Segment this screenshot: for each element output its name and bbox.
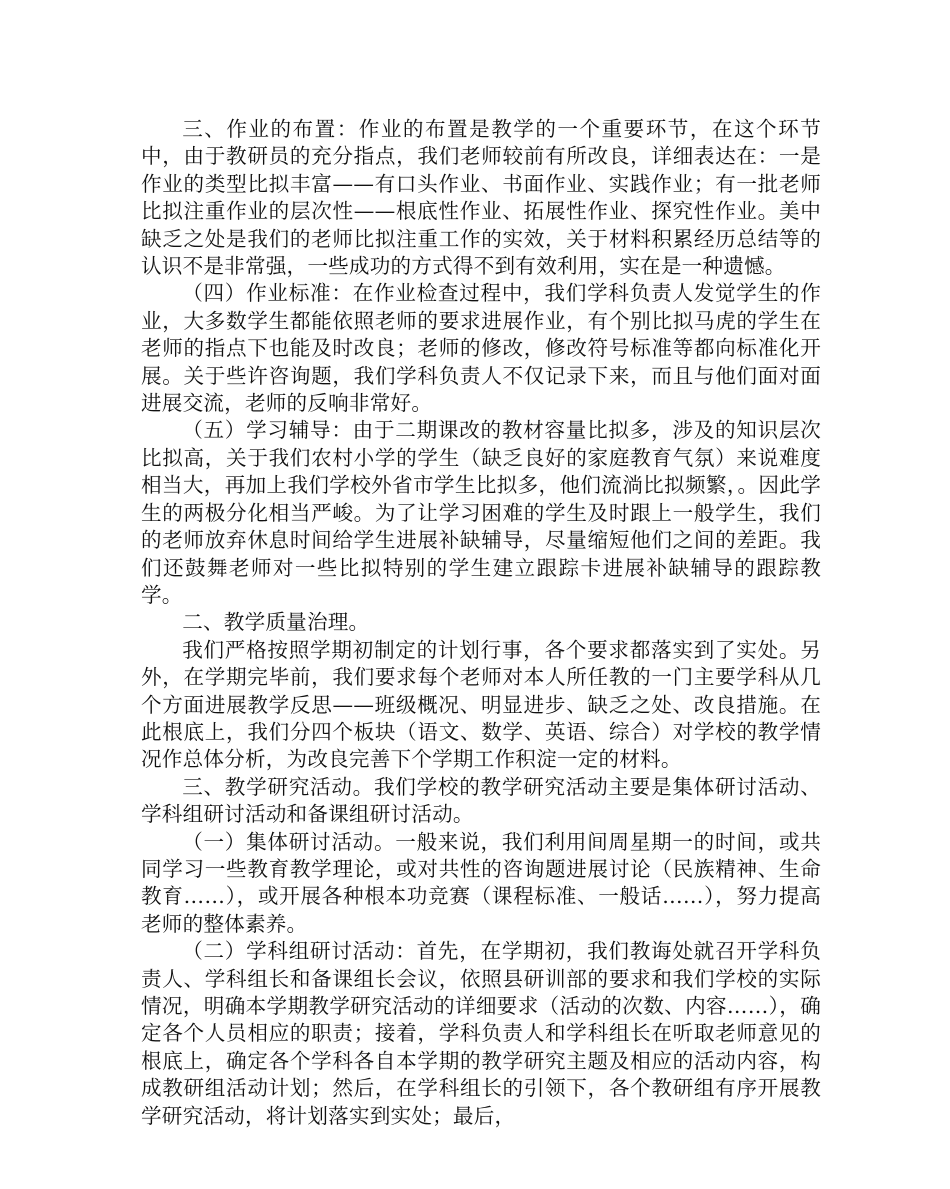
section-heading-quality-management: 二、教学质量治理。 — [182, 610, 370, 635]
paragraph-homework-assignment: 三、作业的布置：作业的布置是教学的一个重要环节，在这个环节中，由于教研员的充分指点，我们老师较前有所改良，详细表达在：一是作业的类型比拟丰富——有口头作业、书面作业、实践作业；有一批老师比拟注重作业的层次性——根底性作业、拓展性作业、探究性作业。美中缺乏之处是我们的老师比拟注重工作的实效，关于材料积累经历总结等的认识不是非常强，一些成功的方式得不到有效利用，实在是一种遗憾。 — [141, 117, 821, 279]
paragraph-collective-research: （一）集体研讨活动。一般来说，我们利用间周星期一的时间，或共同学习一些教育教学理论，或对共性的咨询题进展讨论（民族精神、生命教育……），或开展各种根本功竞赛（课程标准、一般话……），努力提高老师的整体素养。 — [141, 829, 821, 936]
document-body — [141, 116, 821, 1130]
paragraph-subject-group-research: （二）学科组研讨活动：首先，在学期初，我们教诲处就召开学科负责人、学科组长和备课组长会议，依照县研训部的要求和我们学校的实际情况，明确本学期教学研究活动的详细要求（活动的次数、内容……），确定各个人员相应的职责；接着，学科负责人和学科组长在听取老师意见的根底上，确定各个学科各自本学期的教学研究主题及相应的活动内容，构成教研组活动计划；然后，在学科组长的引领下，各个教研组有序开展教学研究活动，将计划落实到实处；最后， — [141, 939, 821, 1128]
section-heading-research-activities: 三、教学研究活动。我们学校的教学研究活动主要是集体研讨活动、学科组研讨活动和备课组研讨活动。 — [141, 774, 821, 827]
paragraph-homework-standard: （四）作业标准：在作业检查过程中，我们学科负责人发觉学生的作业，大多数学生都能依照老师的要求进展作业，有个别比拟马虎的学生在老师的指点下也能及时改良；老师的修改，修改符号标准等都向标准化开展。关于些许咨询题，我们学科负责人不仅记录下来，而且与他们面对面进展交流，老师的反响非常好。 — [141, 281, 821, 416]
paragraph-quality-management: 我们严格按照学期初制定的计划行事，各个要求都落实到了实处。另外，在学期完毕前，我们要求每个老师对本人所任教的一门主要学科从几个方面进展教学反思——班级概况、明显进步、缺乏之处、改良措施。在此根底上，我们分四个板块（语文、数学、英语、综合）对学校的教学情况作总体分析，为改良完善下个学期工作积淀一定的材料。 — [141, 637, 821, 772]
paragraph-tutoring: （五）学习辅导：由于二期课改的教材容量比拟多，涉及的知识层次比拟高，关于我们农村小学的学生（缺乏良好的家庭教育气氛）来说难度相当大，再加上我们学校外省市学生比拟多，他们流淌比拟频繁，。因此学生的两极分化相当严峻。为了让学习困难的学生及时跟上一般学生，我们的老师放弃休息时间给学生进展补缺辅导，尽量缩短他们之间的差距。我们还鼓舞老师对一些比拟特别的学生建立跟踪卡进展补缺辅导的跟踪教学。 — [141, 418, 821, 607]
